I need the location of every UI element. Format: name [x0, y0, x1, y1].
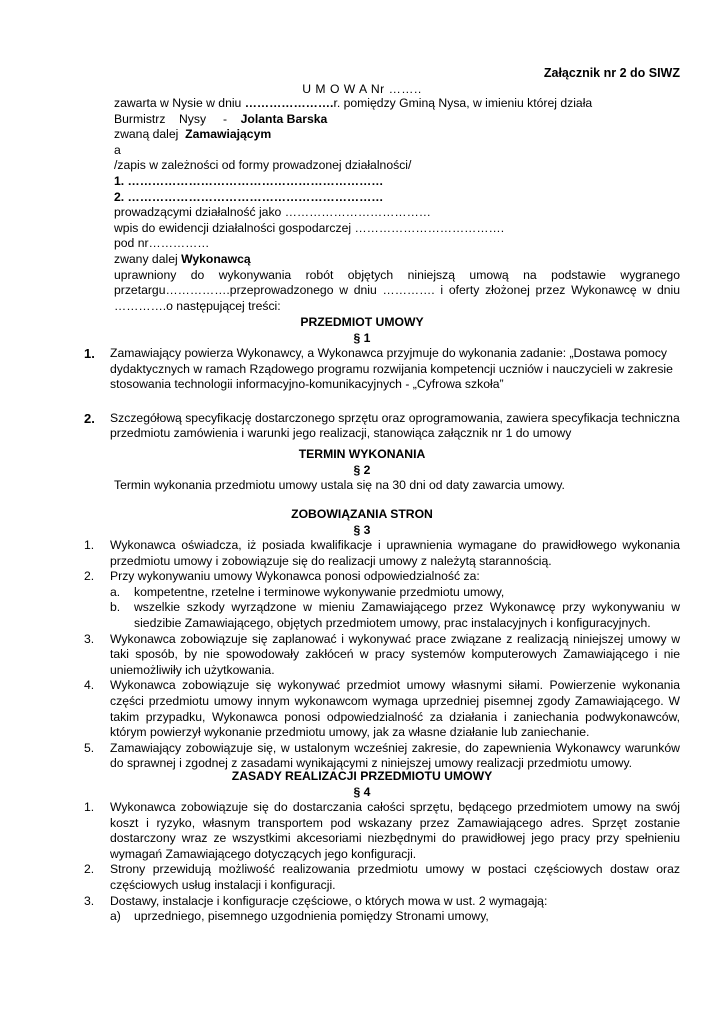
contractor-line-2: 2. ……………………………………………………… — [114, 189, 384, 204]
item-number: 5. — [84, 740, 95, 755]
list-item — [84, 678, 680, 740]
sub-item — [110, 600, 680, 631]
party-name-contractor: Wykonawcą — [181, 251, 251, 266]
item-text: Wykonawca zobowiązuje się do dostarczania całości sprzętu, będącego przedmiotem umowy na swój koszt i ryzyko, własnym transportem pod wskazany przez Zamawiającego adres. Sprzęt zostanie dostarczony wraz ze wszystkimi akcesoriami niezbędnymi do prawidłowej jego pracy przy spełnieniu wymagań Zamawiającego dotyczących jego konfiguracji. — [110, 800, 680, 861]
intro-line: pod nr…………… — [114, 236, 210, 251]
intro-line: prowadzącymi działalność jako ……………………………… — [114, 205, 431, 220]
intro-line — [114, 112, 680, 128]
intro-line — [114, 127, 680, 143]
item-number: 2. — [84, 862, 95, 877]
annex-label: Załącznik nr 2 do SIWZ — [543, 66, 680, 80]
section-title: PRZEDMIOT UMOWY — [300, 315, 424, 329]
list-item — [84, 862, 680, 893]
spacer — [84, 393, 680, 411]
item-text: Zamawiający powierza Wykonawcy, a Wykonawca przyjmuje do wykonania zadanie: „Dostawa pomocy dydaktycznych w ramach Rządowego programu rozwijania kompetencji uczniów i nauczycieli w zakresie stosowania technologii informacyjno-komunikacyjnych - „Cyfrowa szkoła” — [110, 346, 673, 392]
sub-item-letter: b. — [110, 600, 121, 615]
item-number: 1. — [84, 538, 95, 552]
sub-item — [110, 909, 680, 925]
item-text: Wykonawca zobowiązuje się zaplanować i wykonywać prace związane z realizacją niniejszej umowy w taki sposób, by nie spowodowały zakłóceń w pracy systemów komputerowych Zamawiającego i nie uniemożliwiły ich użytkowania. — [110, 631, 680, 677]
party-name-ordering: Zamawiającym — [185, 127, 272, 142]
intro-text: zwany dalej — [114, 251, 182, 266]
sub-list — [110, 585, 680, 632]
section-3-heading — [0, 506, 724, 538]
intro-line: a — [114, 142, 121, 157]
section-title: ZASADY REALIZACJI PRZEDMIOTU UMOWY — [231, 769, 493, 783]
item-text: Strony przewidują możliwość realizowania przedmiotu umowy w postaci częściowych dostaw oraz częściowych usług instalacji i konfiguracji. — [110, 862, 680, 892]
contract-title: U M O W A Nr …….. — [302, 82, 422, 96]
sub-item — [110, 585, 680, 601]
item-text: Dostawy, instalacje i konfiguracje częściowe, o których mowa w ust. 2 wymagają: — [110, 893, 548, 908]
item-number: 2. — [84, 569, 95, 584]
intro-text: zwaną dalej — [114, 127, 186, 142]
section-number: § 3 — [353, 523, 371, 537]
item-text: Przy wykonywaniu umowy Wykonawca ponosi odpowiedzialność za: — [110, 569, 480, 584]
contractor-line-1: 1. ……………………………………………………… — [114, 173, 384, 188]
intro-text: r. pomiędzy Gminą Nysa, w imieniu której działa — [333, 96, 593, 110]
section-3-list — [84, 538, 680, 772]
item-text: Zamawiający zobowiązuje się, w ustalonym wcześniej zakresie, do zapewnienia Wykonawcy warunków do sprawnej i zgodnej z zasadami wynikającymi z niniejszej umowy realizacji przedmiotu umowy. — [110, 740, 680, 771]
section-2-heading — [0, 446, 724, 478]
section-4-list — [84, 800, 680, 925]
list-item — [84, 632, 680, 679]
section-title: TERMIN WYKONANIA — [298, 447, 426, 461]
list-item — [84, 538, 680, 569]
sub-item-text: uprzedniego, pisemnego uzgodnienia pomiędzy Stronami umowy, — [134, 909, 489, 924]
list-item — [84, 800, 680, 862]
list-item — [84, 569, 680, 631]
item-number: 1. — [84, 800, 95, 814]
mayor-label: Burmistrz Nysy - — [114, 111, 241, 126]
section-4-heading — [0, 768, 724, 800]
item-number: 3. — [84, 893, 95, 908]
section-number: § 1 — [353, 331, 371, 345]
list-item — [84, 346, 680, 393]
item-number: 4. — [84, 678, 95, 693]
sub-item-text: kompetentne, rzetelne i terminowe wykonywanie przedmiotu umowy, — [134, 584, 505, 599]
item-text: Wykonawca zobowiązuje się wykonywać przedmiot umowy własnymi siłami. Powierzenie wykonania części przedmiotu umowy innym wykonawcom wymaga uprzedniej pisemnej zgody Zamawiającego. W takim przypadku, Wykonawca ponosi odpowiedzialność za działania i zaniechania podwykonawców, którym powierzył wykonanie przedmiotu umowy, jak za własne działanie lub zaniechanie. — [110, 678, 680, 740]
item-number: 3. — [84, 631, 95, 646]
intro-line — [114, 252, 680, 268]
list-item — [84, 894, 680, 925]
section-1-heading — [0, 314, 724, 346]
section-title: ZOBOWIĄZANIA STRON — [291, 507, 433, 521]
intro-text: zawarta w Nysie w dniu — [114, 96, 245, 110]
intro-paragraph: uprawniony do wykonywania robót objętych niniejszą umową na podstawie wygranego przetargu…………….przeprowadzonego w dniu …………. i oferty złożonej przez Wykonawcę w dniu ………….o następującej treści: — [114, 267, 680, 313]
list-item — [84, 411, 680, 442]
item-text: Szczegółową specyfikację dostarczonego sprzętu oraz oprogramowania, zawiera specyfikacja techniczna przedmiotu zamówienia i warunki jego realizacji, stanowiąca załącznik nr 1 do umowy — [110, 410, 680, 441]
contract-intro — [114, 96, 680, 314]
sub-list — [110, 909, 680, 925]
section-1-list — [84, 346, 680, 442]
mayor-name: Jolanta Barska — [240, 111, 328, 126]
intro-line: wpis do ewidencji działalności gospodarczej ………………………………. — [114, 220, 505, 235]
item-number: 1. — [84, 346, 95, 361]
intro-line: /zapis w zależności od formy prowadzonej działalności/ — [114, 158, 412, 173]
sub-item-text: wszelkie szkody wyrządzone w mieniu Zamawiającego przez Wykonawcę przy wykonywaniu w siedzibie Zamawiającego, objętych przedmiotem umowy, prac instalacyjnych i konfiguracyjnych. — [134, 600, 680, 630]
sub-item-letter: a. — [110, 584, 121, 599]
section-2-text: Termin wykonania przedmiotu umowy ustala się na 30 dni od daty zawarcia umowy. — [114, 478, 565, 492]
item-number: 2. — [84, 410, 95, 426]
section-number: § 2 — [353, 463, 371, 477]
item-text: Wykonawca oświadcza, iż posiada kwalifikacje i uprawnienia wymagane do prawidłowego wykonania przedmiotu umowy i zobowiązuje się do realizacji umowy z należytą starannością. — [110, 538, 680, 568]
sub-item-letter: a) — [110, 909, 121, 924]
date-blank: …………………. — [244, 96, 334, 110]
section-number: § 4 — [353, 785, 371, 799]
intro-line — [114, 96, 680, 112]
